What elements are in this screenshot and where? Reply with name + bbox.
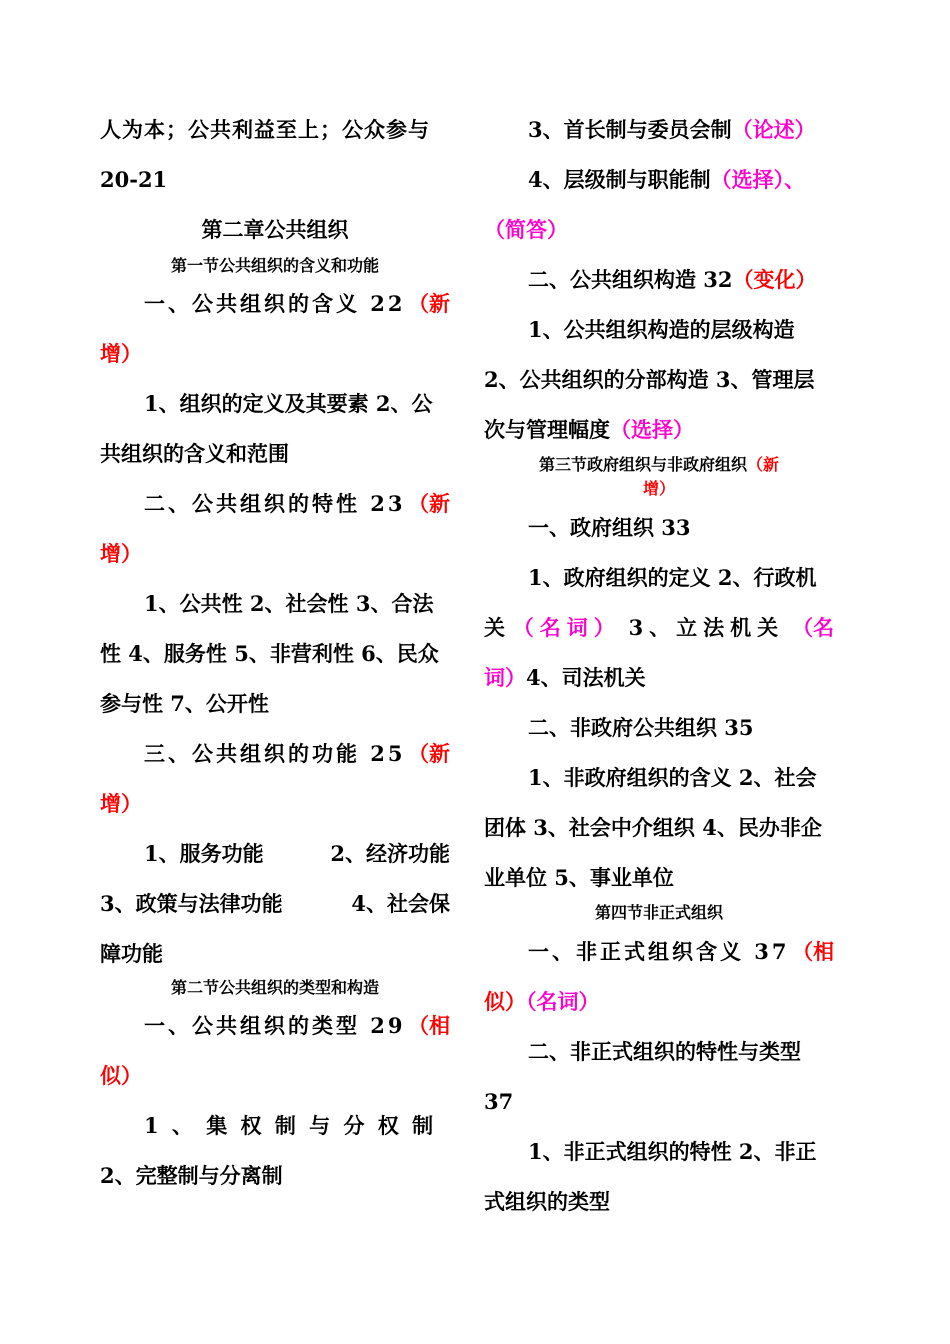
s3-item1-sub: 1、政府组织的定义 2、行政机 — [528, 565, 817, 590]
section-2-title: 第二节公共组织的类型和构造 — [170, 978, 379, 997]
s1-item3-sub-a: 1、服务功能 — [144, 841, 264, 866]
s3-item1-sub-c: 4、司法机关 — [526, 665, 646, 690]
s1-item1-tag: （新 — [408, 291, 450, 316]
s3-item2: 二、非政府公共组织 35 — [528, 715, 754, 740]
s3-item2-sub-cont: 团体 3、社会中介组织 4、民办非企 — [484, 815, 822, 840]
s1-item3 — [100, 740, 450, 768]
section-3-title — [484, 454, 834, 476]
intro-pages: 20-21 — [100, 167, 168, 192]
s4-item1 — [484, 938, 834, 966]
s1-item2-text: 二、公共组织的特性 23 — [144, 491, 406, 516]
s3-item1: 一、政府组织 33 — [528, 515, 691, 540]
s1-item2 — [100, 490, 450, 518]
s2-item2-sub-tag: （选择） — [610, 417, 694, 442]
s4-item2-sub-cont: 式组织的类型 — [484, 1189, 610, 1214]
s2-item2-sub-cont: 2、公共组织的分部构造 3、管理层 — [484, 367, 815, 392]
section-3-tag: （新 — [747, 455, 780, 474]
s2-item2-sub-cont2 — [484, 416, 694, 444]
s3-item2-sub-cont2: 业单位 5、事业单位 — [484, 865, 674, 890]
intro-line: 人为本；公共利益至上；公众参与 — [100, 117, 430, 142]
s4-item1-tag-cont — [484, 988, 600, 1016]
s2-item1-tag-cont: 似） — [100, 1063, 142, 1088]
s1-item3-sub-cont2: 障功能 — [100, 941, 163, 966]
r-line1-text: 3、首长制与委员会制 — [528, 117, 732, 142]
r-line1-tag: （论述） — [731, 117, 816, 142]
r-line2 — [484, 166, 805, 194]
section-3-title-text: 第三节政府组织与非政府组织 — [538, 455, 747, 474]
r-line2-tag: （选择）、 — [710, 167, 806, 192]
section-1-title: 第一节公共组织的含义和功能 — [170, 256, 379, 275]
s2-item2-text: 二、公共组织构造 32 — [528, 267, 733, 292]
s4-item1-tag-c: （名词） — [526, 989, 600, 1014]
s1-item3-sub-cont — [100, 890, 450, 918]
s2-item1-sub: 1 、 集 权 制 与 分 权 制 — [144, 1113, 434, 1138]
s1-item3-text: 三、公共组织的功能 25 — [144, 741, 406, 766]
s4-item1-text: 一、非正式组织含义 37 — [528, 939, 790, 964]
chapter-title: 第二章公共组织 — [201, 217, 349, 242]
s3-item1-sub-cont2 — [484, 664, 646, 692]
s1-item3-sub-c: 3、政策与法律功能 — [100, 891, 283, 916]
section-4-title: 第四节非正式组织 — [594, 903, 723, 922]
s3-item1-sub-b2: 3、立法机关 — [628, 615, 785, 640]
r-line3-tag: （简答） — [484, 217, 568, 242]
s2-item2 — [484, 266, 817, 294]
s3-item1-sub-tag2: （名 — [791, 615, 834, 640]
s3-item1-sub-cont — [484, 614, 834, 642]
s3-item1-sub-b1: 关 — [484, 615, 505, 640]
section-3-tag-cont: 增） — [642, 479, 675, 498]
s1-item1-sub: 1、组织的定义及其要素 2、公 — [144, 391, 433, 416]
s1-item2-tag: （新 — [408, 491, 450, 516]
s1-item1-text: 一、公共组织的含义 22 — [144, 291, 406, 316]
s2-item2-tag: （变化） — [732, 267, 817, 292]
r-line2-text: 4、层级制与职能制 — [528, 167, 711, 192]
s2-item1-sub-cont: 2、完整制与分离制 — [100, 1163, 283, 1188]
r-line1 — [484, 116, 816, 144]
s2-item2-sub: 1、公共组织构造的层级构造 — [528, 317, 795, 342]
s1-item2-sub-cont: 性 4、服务性 5、非营利性 6、民众 — [100, 641, 439, 666]
s3-item2-sub: 1、非政府组织的含义 2、社会 — [528, 765, 817, 790]
s4-item1-tag-b: 似） — [484, 989, 526, 1014]
s1-item3-sub-b: 2、经济功能 — [330, 841, 450, 866]
s1-item1 — [100, 290, 450, 318]
s1-item1-sub-cont: 共组织的含义和范围 — [100, 441, 289, 466]
s2-item1-tag: （相 — [408, 1013, 450, 1038]
s2-item1 — [100, 1012, 450, 1040]
s2-item1-text: 一、公共组织的类型 29 — [144, 1013, 406, 1038]
s1-item3-sub-d: 4、社会保 — [351, 891, 450, 916]
s4-item2: 二、非正式组织的特性与类型 — [528, 1039, 801, 1064]
s4-item2-sub: 1、非正式组织的特性 2、非正 — [528, 1139, 817, 1164]
s3-item1-sub-tag1: （名词） — [512, 615, 621, 640]
s1-item3-tag-cont: 增） — [100, 791, 142, 816]
s1-item3-sub — [100, 840, 450, 868]
s1-item2-sub-cont2: 参与性 7、公开性 — [100, 691, 269, 716]
s4-item1-tag: （相 — [792, 939, 834, 964]
s4-item2-page: 37 — [484, 1089, 514, 1114]
s1-item2-sub: 1、公共性 2、社会性 3、合法 — [144, 591, 434, 616]
s3-item1-sub-tag3: 词） — [484, 665, 526, 690]
s1-item3-tag: （新 — [408, 741, 450, 766]
s2-item2-sub-text: 次与管理幅度 — [484, 417, 610, 442]
s1-item2-tag-cont: 增） — [100, 541, 142, 566]
s1-item1-tag-cont: 增） — [100, 341, 142, 366]
